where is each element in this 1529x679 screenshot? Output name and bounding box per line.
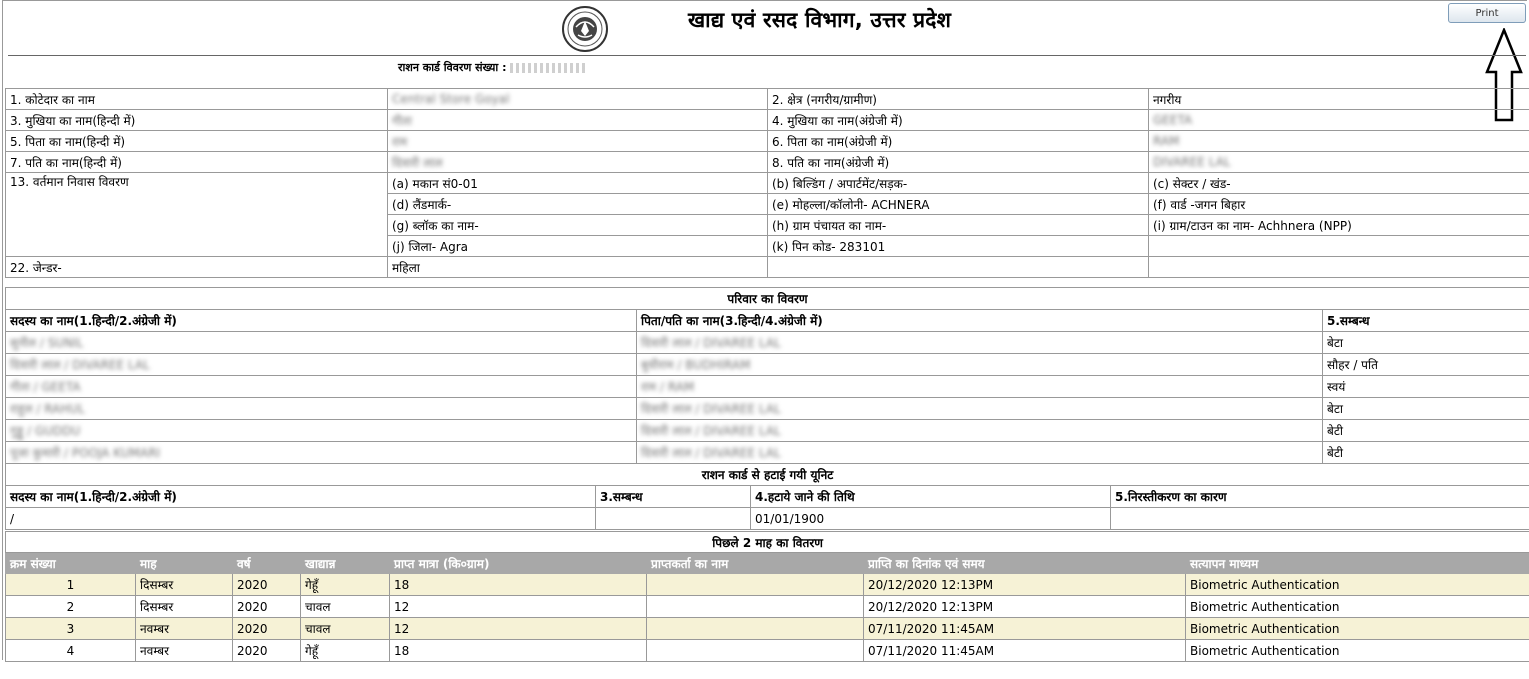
member-parent: दिवारी लाल / DIVAREE LAL [637, 442, 1323, 464]
husband-name-english-value: DIVAREE LAL [1149, 152, 1529, 173]
member-name: गीता / GEETA [6, 376, 637, 398]
table-row [6, 398, 1529, 420]
table-row [6, 173, 1529, 194]
member-parent: राम / RAM [637, 376, 1323, 398]
dist-col-serial: क्रम संख्या [6, 553, 136, 574]
family-section-title: परिवार का विवरण [6, 288, 1529, 310]
dist-datetime: 07/11/2020 11:45AM [864, 618, 1186, 640]
member-parent: दिवारी लाल / DIVAREE LAL [637, 420, 1323, 442]
removed-member-name: / [6, 508, 596, 530]
family-col-member-name: सदस्य का नाम(1.हिन्दी/2.अंग्रेजी में) [6, 310, 637, 332]
dist-datetime: 20/12/2020 12:13PM [864, 574, 1186, 596]
member-relation: स्वयं [1323, 376, 1529, 398]
dist-grain: गेहूँ [301, 574, 390, 596]
dist-auth: Biometric Authentication [1186, 574, 1529, 596]
page-frame-left [2, 0, 3, 660]
removed-date: 01/01/1900 [751, 508, 1111, 530]
address-town: (i) ग्राम/टाउन का नाम- Achhnera (NPP) [1149, 215, 1529, 236]
dist-quantity: 12 [390, 596, 647, 618]
member-relation: सौहर / पति [1323, 354, 1529, 376]
area-type-label: 2. क्षेत्र (नगरीय/ग्रामीण) [768, 89, 1149, 110]
page-title: खाद्य एवं रसद विभाग, उत्तर प्रदेश [688, 8, 952, 32]
dist-receiver [647, 618, 864, 640]
removed-units-table [5, 463, 1529, 530]
dist-col-auth: सत्यापन माध्यम [1186, 553, 1529, 574]
head-name-english-value: GEETA [1149, 110, 1529, 131]
address-district: (j) जिला- Agra [388, 236, 768, 257]
address-colony: (e) मोहल्ला/कॉलोनी- ACHNERA [768, 194, 1149, 215]
dist-quantity: 18 [390, 640, 647, 662]
dist-auth: Biometric Authentication [1186, 640, 1529, 662]
member-parent: बुधीराम / BUDHIRAM [637, 354, 1323, 376]
dist-col-month: माह [136, 553, 233, 574]
dist-serial: 2 [6, 596, 136, 618]
table-row [6, 420, 1529, 442]
dist-year: 2020 [233, 640, 301, 662]
dist-year: 2020 [233, 596, 301, 618]
family-col-parent-name: पिता/पति का नाम(3.हिन्दी/4.अंग्रेजी में) [637, 310, 1323, 332]
table-row [6, 257, 1529, 278]
father-name-english-value: RAM [1149, 131, 1529, 152]
dist-receiver [647, 596, 864, 618]
up-govt-emblem-icon [556, 5, 614, 53]
dist-grain: चावल [301, 618, 390, 640]
dist-receiver [647, 640, 864, 662]
dist-datetime: 20/12/2020 12:13PM [864, 596, 1186, 618]
table-row [6, 332, 1529, 354]
removed-section-title: राशन कार्ड से हटाई गयी यूनिट [6, 464, 1529, 486]
card-number-masked [510, 63, 588, 73]
table-row [6, 131, 1529, 152]
dist-year: 2020 [233, 574, 301, 596]
dist-col-year: वर्ष [233, 553, 301, 574]
address-building: (b) बिल्डिंग / अपार्टमेंट/सड़क- [768, 173, 1149, 194]
table-row [6, 152, 1529, 173]
family-details-table [5, 287, 1529, 464]
father-name-hindi-label: 5. पिता का नाम(हिन्दी में) [6, 131, 388, 152]
removed-col-member-name: सदस्य का नाम(1.हिन्दी/2.अंग्रेजी में) [6, 486, 596, 508]
card-number-label [398, 60, 588, 75]
card-number-label-text: राशन कार्ड विवरण संख्या : [398, 61, 507, 74]
table-row [6, 376, 1529, 398]
table-row [6, 574, 1529, 596]
dealer-name-label: 1. कोटेदार का नाम [6, 89, 388, 110]
print-button[interactable]: Print [1448, 3, 1526, 23]
removed-reason [1111, 508, 1529, 530]
dist-serial: 1 [6, 574, 136, 596]
table-row [6, 89, 1529, 110]
dist-col-datetime: प्राप्ति का दिनांक एवं समय [864, 553, 1186, 574]
dist-grain: चावल [301, 596, 390, 618]
husband-name-hindi-value: दिवारी लाल [388, 152, 768, 173]
father-name-hindi-value: राम [388, 131, 768, 152]
husband-name-hindi-label: 7. पति का नाम(हिन्दी में) [6, 152, 388, 173]
address-pincode: (k) पिन कोड- 283101 [768, 236, 1149, 257]
father-name-english-label: 6. पिता का नाम(अंग्रेजी में) [768, 131, 1149, 152]
dealer-name-value: Central Store Goyal [388, 89, 768, 110]
removed-col-reason: 5.निरस्तीकरण का कारण [1111, 486, 1529, 508]
member-name: पूजा कुमारी / POOJA KUMARI [6, 442, 637, 464]
member-relation: बेटी [1323, 442, 1529, 464]
table-row [6, 354, 1529, 376]
address-empty [1149, 236, 1529, 257]
table-row [6, 596, 1529, 618]
dist-serial: 4 [6, 640, 136, 662]
distribution-section-title: पिछले 2 माह का वितरण [6, 532, 1529, 553]
dist-receiver [647, 574, 864, 596]
dist-quantity: 18 [390, 574, 647, 596]
dist-auth: Biometric Authentication [1186, 618, 1529, 640]
family-col-relation: 5.सम्बन्ध [1323, 310, 1529, 332]
distribution-table [5, 531, 1529, 662]
dist-datetime: 07/11/2020 11:45AM [864, 640, 1186, 662]
dist-col-grain: खाद्यान्न [301, 553, 390, 574]
table-row [6, 110, 1529, 131]
dist-col-quantity: प्राप्त मात्रा (कि०ग्राम) [390, 553, 647, 574]
dist-col-receiver: प्राप्तकर्ता का नाम [647, 553, 864, 574]
dist-quantity: 12 [390, 618, 647, 640]
member-name: गुड्डू / GUDDU [6, 420, 637, 442]
head-name-english-label: 4. मुखिया का नाम(अंग्रेजी में) [768, 110, 1149, 131]
dist-serial: 3 [6, 618, 136, 640]
table-row [6, 442, 1529, 464]
removed-col-date: 4.हटाये जाने की तिथि [751, 486, 1111, 508]
member-name: सुनील / SUNIL [6, 332, 637, 354]
table-row [6, 618, 1529, 640]
dist-month: नवम्बर [136, 640, 233, 662]
dist-year: 2020 [233, 618, 301, 640]
page-frame-top [2, 0, 1527, 1]
header-divider [8, 55, 1526, 56]
member-relation: बेटा [1323, 398, 1529, 420]
card-details-table [5, 88, 1529, 278]
area-type-value: नगरीय [1149, 89, 1529, 110]
address-label: 13. वर्तमान निवास विवरण [6, 173, 388, 257]
husband-name-english-label: 8. पति का नाम(अंग्रेजी में) [768, 152, 1149, 173]
dist-month: दिसम्बर [136, 574, 233, 596]
table-row [6, 508, 1529, 530]
address-gram-panchayat: (h) ग्राम पंचायत का नाम- [768, 215, 1149, 236]
gender-label: 22. जेन्डर- [6, 257, 388, 278]
address-sector: (c) सेक्टर / खंड- [1149, 173, 1529, 194]
member-parent: दिवारी लाल / DIVAREE LAL [637, 398, 1323, 420]
empty-cell [1149, 257, 1529, 278]
table-row [6, 640, 1529, 662]
empty-cell [768, 257, 1149, 278]
member-relation: बेटा [1323, 332, 1529, 354]
member-relation: बेटी [1323, 420, 1529, 442]
address-house-no: (a) मकान सं0-01 [388, 173, 768, 194]
head-name-hindi-value: गीता [388, 110, 768, 131]
removed-col-relation: 3.सम्बन्ध [596, 486, 751, 508]
dist-grain: गेहूँ [301, 640, 390, 662]
dist-month: दिसम्बर [136, 596, 233, 618]
head-name-hindi-label: 3. मुखिया का नाम(हिन्दी में) [6, 110, 388, 131]
member-name: राहुल / RAHUL [6, 398, 637, 420]
address-ward: (f) वार्ड -जगन बिहार [1149, 194, 1529, 215]
removed-relation [596, 508, 751, 530]
address-block: (g) ब्लॉक का नाम- [388, 215, 768, 236]
dist-auth: Biometric Authentication [1186, 596, 1529, 618]
gender-value: महिला [388, 257, 768, 278]
address-landmark: (d) लैंडमार्क- [388, 194, 768, 215]
dist-month: नवम्बर [136, 618, 233, 640]
member-parent: दिवारी लाल / DIVAREE LAL [637, 332, 1323, 354]
member-name: दिवारी लाल / DIVAREE LAL [6, 354, 637, 376]
